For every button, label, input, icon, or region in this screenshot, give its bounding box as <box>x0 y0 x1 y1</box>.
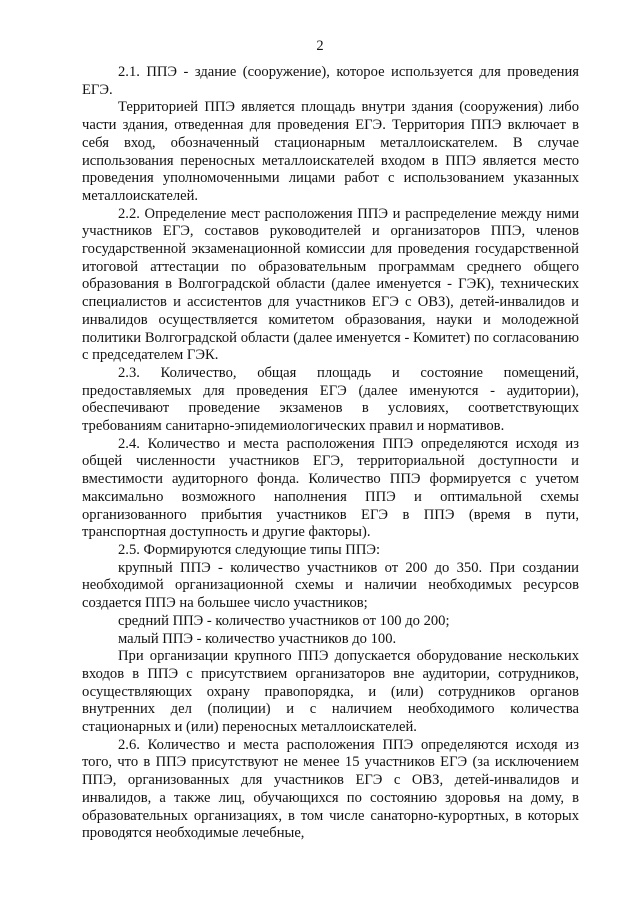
paragraph-territory: Территорией ППЭ является площадь внутри здания (сооружения) либо части здания, отведенная для проведения ЕГЭ. Территория ППЭ включает в себя вход, обозначенный стационарным металлоискателем. В случае использования переносных металлоискателей входом в ППЭ является место проведения уполномоченными лицами работ с использованием указанных металлоискателей. <box>82 99 579 204</box>
paragraph-2-4: 2.4. Количество и места расположения ППЭ определяются исходя из общей численности участников ЕГЭ, территориальной доступности и вместимости аудиторного фонда. Количество ППЭ формируется с учетом максимально возможного наполнения ППЭ и оптимальной схемы организованного прибытия участников ЕГЭ в ППЭ (время в пути, транспортная доступность и другие факторы). <box>82 435 579 541</box>
paragraph-2-6: 2.6. Количество и места расположения ППЭ определяются исходя из того, что в ППЭ присутствуют не менее 15 участников ЕГЭ (за исключением ППЭ, организованных для участников ЕГЭ с ОВЗ, детей-инвалидов и инвалидов, а также лиц, обучающихся по состоянию здоровья на дому, в образовательных организациях, в том числе санаторно-курортных, в которых проводятся необходимые лечебные, <box>82 736 579 842</box>
document-body <box>82 64 579 843</box>
paragraph-small-ppe: малый ППЭ - количество участников до 100. <box>118 630 397 647</box>
paragraph-large-ppe: крупный ППЭ - количество участников от 200 до 350. При создании необходимой организационной схемы и наличии необходимых ресурсов создается ППЭ на большее число участников; <box>82 559 579 612</box>
paragraph-2-5: 2.5. Формируются следующие типы ППЭ: <box>118 541 381 558</box>
paragraph-large-ppe-entrances: При организации крупного ППЭ допускается оборудование нескольких входов в ППЭ с присутствием организаторов вне аудитории, сотрудников, осуществляющих охрану правопорядка, и (или) сотрудников органов внутренних дел (полиции) и с наличием необходимого количества стационарных и (или) переносных металлоискателей. <box>82 648 579 736</box>
paragraph-2-3: 2.3. Количество, общая площадь и состояние помещений, предоставляемых для проведения ЕГЭ (далее именуются - аудитории), обеспечивают проведение экзаменов в условиях, соответствующих требованиям санитарно-эпидемиологических правил и нормативов. <box>82 364 579 435</box>
paragraph-2-1: 2.1. ППЭ - здание (сооружение), которое используется для проведения ЕГЭ. <box>82 64 579 98</box>
page-number: 2 <box>316 38 324 54</box>
paragraph-medium-ppe: средний ППЭ - количество участников от 100 до 200; <box>118 612 450 629</box>
paragraph-2-2: 2.2. Определение мест расположения ППЭ и распределение между ними участников ЕГЭ, составов руководителей и организаторов ППЭ, членов государственной экзаменационной комиссии для проведения государственной итоговой аттестации по образовательным программам среднего общего образования в Волгоградской области (далее именуется - ГЭК), технических специалистов и ассистентов для участников ЕГЭ с ОВЗ), детей-инвалидов и инвалидов осуществляется комитетом образования, науки и молодежной политики Волгоградской области (далее именуется - Комитет) по согласованию с председателем ГЭК. <box>82 205 579 364</box>
